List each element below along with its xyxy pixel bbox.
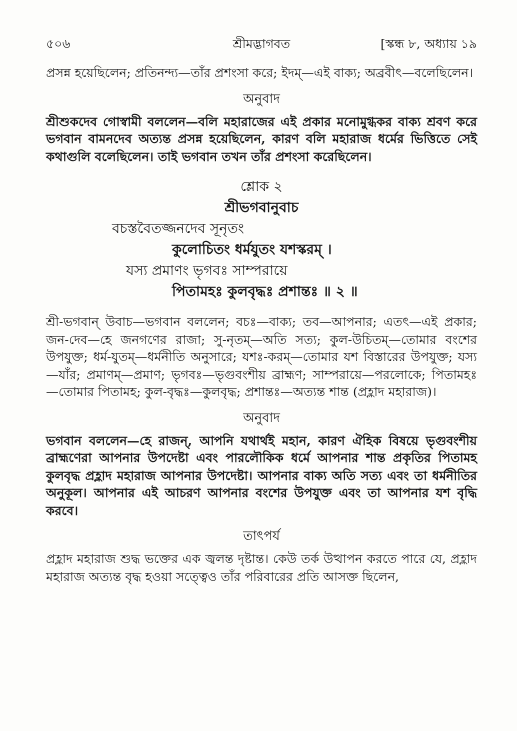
verse-number: শ্লোক ২ [240,179,283,195]
verse-line: পিতামহঃ কুলবৃদ্ধঃ প্রশান্তঃ ॥ ২ ॥ [172,284,358,300]
purport-heading: তাৎপর্য [243,529,280,544]
book-title: শ্রীমদ্ভাগবত [232,36,291,51]
translation-heading: অনুবাদ [243,410,280,426]
page-body [46,64,477,585]
translation-text: ভগবান বললেন—হে রাজন্, আপনি যথার্থই মহান, কারণ ঐহিক বিষয়ে ভৃগুবংশীয় ব্রাহ্মণেরা আপনার উপদেষ্টা এবং পারলৌকিক ধর্মে আপনার শান্ত প্রকৃতির পিতামহ কুলবৃদ্ধ প্রহ্লাদ মহারাজ আপনার উপদেষ্টা। আপনার বাক্য অতি সত্য এবং তা ধর্মনীতির অনুকূল। আপনার এই আচরণ আপনার বংশের উপযুক্ত এবং তা আপনার যশ বৃদ্ধি করবে। [46,432,477,518]
chapter-reference: [স্কন্ধ ৮, অধ্যায় ১৯ [380,36,477,51]
synonyms-text: শ্রী-ভগবান্ উবাচ—ভগবান বললেন; বচঃ—বাক্য; তব—আপনার; এতৎ—এই প্রকার; জন-দেব—হে জনগণের রাজা; সু-নৃতম্—অতি সত্য; কুল-উচিতম্—তোমার বংশের উপযুক্ত; ধর্ম-যুতম্—ধর্মনীতি অনুসারে; যশঃ-করম্—তোমার যশ বিস্তারের উপযুক্ত; যস্য—যাঁর; প্রমাণম্—প্রমাণ; ভৃগবঃ—ভৃগুবংশীয় ব্রাহ্মণ; সাম্পরায়ে—পরলোকে; পিতামহঃ—তোমার পিতামহ; কুল-বৃদ্ধঃ—কুলবৃদ্ধ; প্রশান্তঃ—অত্যন্ত শান্ত (প্রহ্লাদ মহারাজ)। [46,314,477,399]
synonyms-continued: প্রসন্ন হয়েছিলেন; প্রতিনন্দ্য—তাঁর প্রশংসা করে; ইদম্—এই বাক্য; অব্রবীৎ—বলেছিলেন। [46,65,474,80]
translation-text: শ্রীশুকদেব গোস্বামী বললেন—বলি মহারাজের এই প্রকার মনোমুগ্ধকর বাক্য শ্রবণ করে ভগবান বামনদেব অত্যন্ত প্রসন্ন হয়েছিলেন, কারণ বলি মহারাজ ধর্মের ভিত্তিতে সেই কথাগুলি বলেছিলেন। তাই ভগবান তখন তাঁর প্রশংসা করেছিলেন। [46,113,477,164]
verse-speaker: শ্রীভগবানুবাচ [224,200,299,216]
verse-line: বচস্তবৈতজ্জনদেব সূনৃতং [112,221,244,237]
verse-line: কুলোচিতং ধর্মযুতং যশস্করম্ । [172,242,332,258]
purport-text: প্রহ্লাদ মহারাজ শুদ্ধ ভক্তের এক জ্বলন্ত দৃষ্টান্ত। কেউ তর্ক উত্থাপন করতে পারে যে, প্রহ্লাদ মহারাজ অত্যন্ত বৃদ্ধ হওয়া সত্ত্বেও তাঁর পরিবারের প্রতি আসক্ত ছিলেন, [46,551,477,584]
verse-line: যস্য প্রমাণং ভৃগবঃ সাম্পরায়ে [126,263,288,279]
page-number: ৫০৬ [46,36,71,51]
translation-heading: অনুবাদ [243,91,280,107]
running-head [46,36,477,52]
